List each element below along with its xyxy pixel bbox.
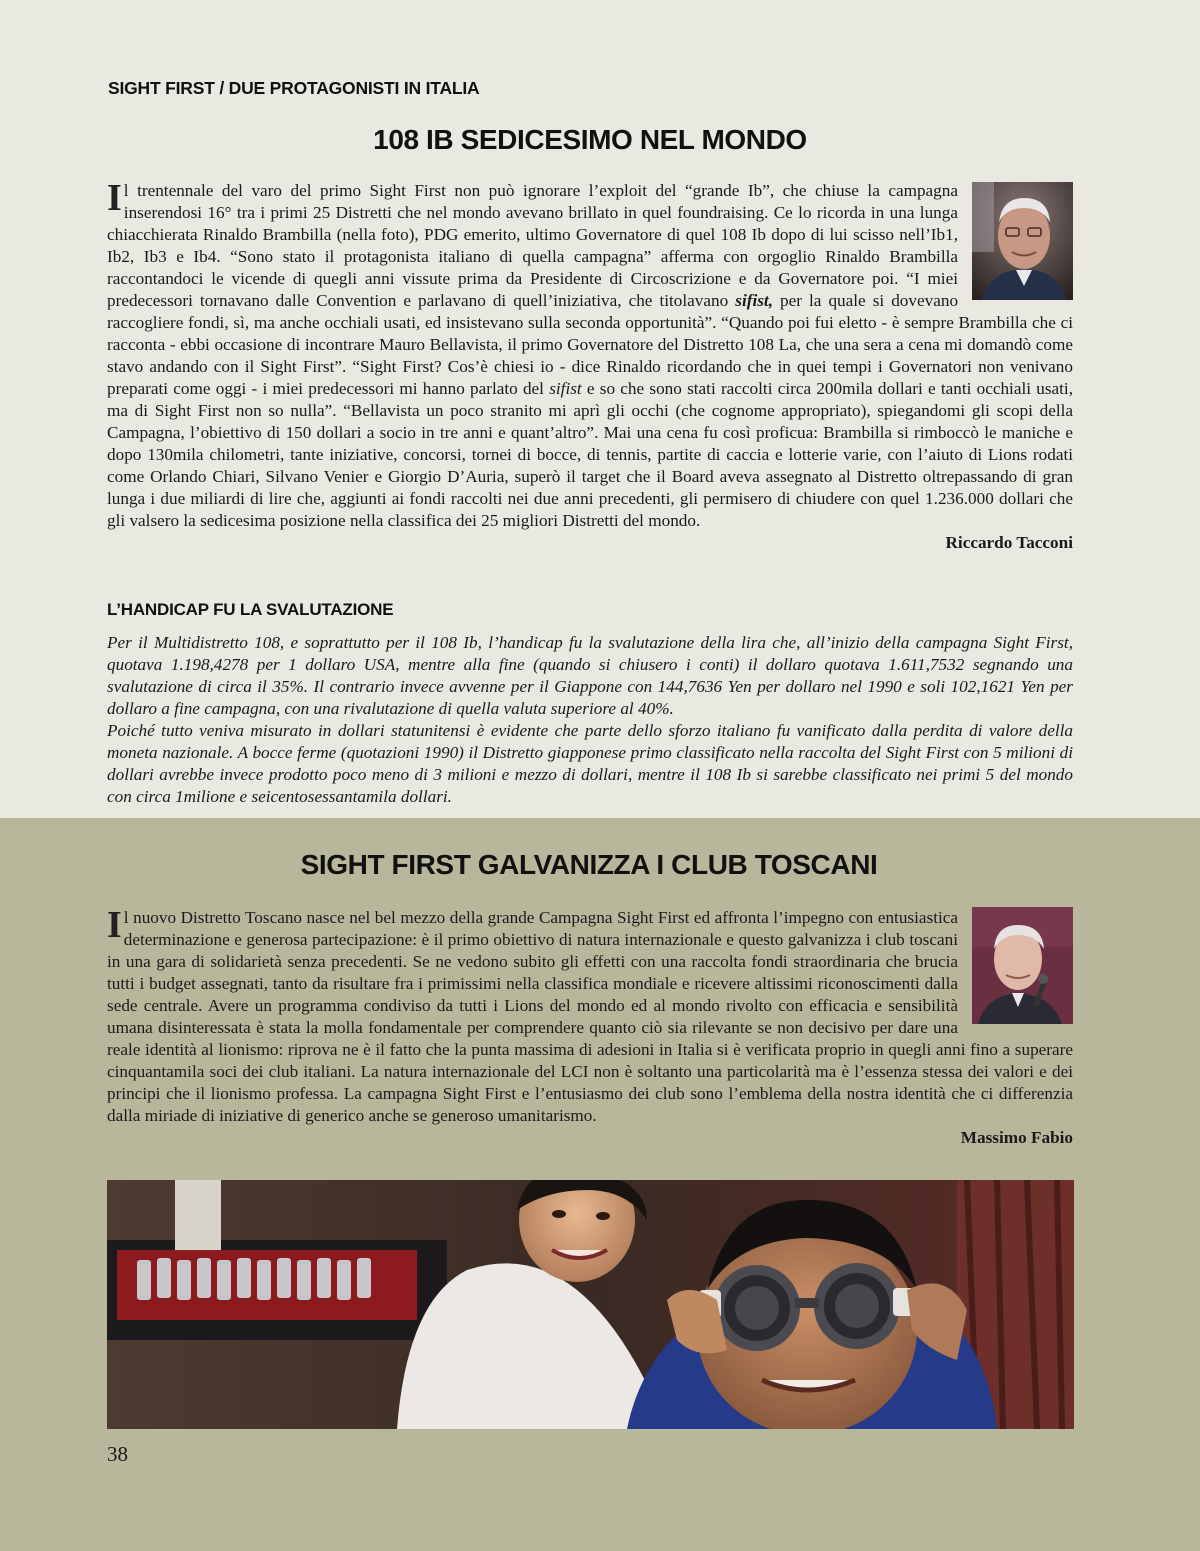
- article-body: [107, 904, 1073, 1149]
- section-kicker: SIGHT FIRST / DUE PROTAGONISTI IN ITALIA: [108, 78, 480, 98]
- dropcap: I: [107, 904, 122, 946]
- portrait-photo-image: [972, 907, 1073, 1024]
- sidebar-italic-text: [107, 632, 1073, 808]
- page-number: 38: [107, 1442, 128, 1466]
- eye-exam-photo: [107, 1180, 1074, 1429]
- article-headline: 108 IB SEDICESIMO NEL MONDO: [373, 124, 807, 155]
- italic-paragraph: Per il Multidistretto 108, e soprattutto per il 108 Ib, l’handicap fu la svalutazione della lira che, all’inizio della campagna Sight First, quotava 1.198,4278 per 1 dollaro USA, mentre alla fine (quando si chiusero i conti) il dollaro quotava 1.611,7532 segnando una svalutazione di circa il 35%. Il contrario invece avvenne per il Giappone con 144,7636 Yen per dollaro nel 1990 e soli 102,1621 Yen per dollaro a fine campagna, con una rivalutazione di quella valuta superiore al 40%.: [107, 633, 1073, 718]
- article-body-text: l nuovo Distretto Toscano nasce nel bel mezzo della grande Campagna Sight First ed affronta l’impegno con entusiastica determinazione e generosa partecipazione: è il primo obiettivo di natura internazionale e questo galvanizza i club toscani in una gara di solidarietà senza precedenti. Se ne vedono subito gli effetti con una raccolta fondi straordinaria che brucia tutti i budget assegnati, tanto da risultare fra i primissimi nella classifica mondiale e ricevere altissimi riconoscimenti dalla sede centrale. Avere un programma condiviso da tutti i Lions del mondo ed al mondo rivolto con efficacia e sensibilità umana disinteressata è stata la molla fondamentale per comprendere quanto ciò sia rilevante se non decisivo per dare una reale identità al lionismo: riprova ne è il fatto che la punta massima di adesioni in Italia si è verificata proprio in quegli anni fino a superare cinquantamila soci dei club italiani. La natura internazionale del LCI non è soltanto una particolarità ma è l’essenza stessa dei valori e dei principi che il lionismo professa. La campagna Sight First e l’entusiasmo dei club sono l’emblema della nostra identità che ci differenzia dalla miriade di iniziative di generico anche se generoso umanitarismo.: [107, 908, 1073, 1125]
- italic-term-sifist: sifist: [549, 379, 582, 398]
- portrait-photo-image: [972, 182, 1073, 300]
- dropcap: I: [107, 177, 122, 219]
- article-bottom-section: [0, 818, 1200, 1551]
- italic-term-sifist: sifist,: [735, 291, 773, 310]
- article-body-text-1: l trentennale del varo del primo Sight First non può ignorare l’exploit del “grande Ib”, che chiuse la campagna inserendosi 16° tra i primi 25 Distretti che nel mondo avevano brillato in quel foundraising. Ce lo ricorda in una lunga chiacchierata Rinaldo Brambilla (nella foto), PDG emerito, ultimo Governatore di quel 108 Ib dopo di lui scisso nell’Ib1, Ib2, Ib3 e Ib4. “Sono stato il protagonista italiano di quella campagna” afferma con orgoglio Rinaldo Brambilla raccontandoci le vicende di quegli anni vissute prima da Presidente di Circoscrizione e da Governatore poi. “I miei predecessori tornavano dalle Convention e parlavano di quell’iniziativa, che titolavano: [107, 181, 958, 310]
- eye-exam-photo-image: [107, 1180, 1074, 1429]
- article-body-text-3: e so che sono stati raccolti circa 200mila dollari e tanti occhiali usati, ma di Sight First non so nulla”. “Bellavista un poco stranito mi aprì gli occhi (che cognome appropriato), spiegandomi gli scopi della Campagna, l’obiettivo di 150 dollari a socio in tre anni e quant’altro”. Mai una cena fu così proficua: Brambilla si rimboccò le maniche e dopo 130mila chilometri, tante iniziative, concorsi, tornei di bocce, di tennis, partite di caccia e lotterie varie, con l’aiuto di Lions rodati come Orlando Chiari, Silvano Venier e Giorgio D’Auria, superò il target che il Board aveva assegnato al Distretto oltrepassando di gran lunga i due miliardi di lire che, aggiunti ai fondi raccolti nei due anni precedenti, gli permisero di chiudere con quel 1.236.000 dollari che gli valsero la sedicesima posizione nella classifica dei 25 migliori Distretti del mondo.: [107, 379, 1074, 530]
- byline: Massimo Fabio: [960, 1128, 1073, 1147]
- portrait-photo-fabio: [972, 907, 1073, 1024]
- subheading: L’HANDICAP FU LA SVALUTAZIONE: [107, 600, 394, 619]
- article-body: [107, 177, 1074, 554]
- byline: Riccardo Tacconi: [945, 533, 1073, 552]
- article-headline: SIGHT FIRST GALVANIZZA I CLUB TOSCANI: [300, 849, 878, 880]
- italic-paragraph: Poiché tutto veniva misurato in dollari statunitensi è evidente che parte dello sforzo italiano fu vanificato dalla perdita di valore della moneta nazionale. A bocce ferme (quotazioni 1990) il Distretto giapponese primo classificato nella raccolta del Sight First con 5 milioni di dollari avrebbe invece prodotto poco meno di 3 milioni e mezzo di dollari, mentre il 108 Ib si sarebbe classificato nei primi 5 del mondo con circa 1milione e seicentosessantamila dollari.: [107, 721, 1073, 806]
- article-body-text-2: per la quale si dovevano raccogliere fondi, sì, ma anche occhiali usati, ed insistevano sulla seconda opportunità”. “Quando poi fui eletto - è sempre Brambilla che ci racconta - ebbi occasione di incontrare Mauro Bellavista, il primo Governatore del Distretto 108 La, che una sera a cena mi domandò come stavo andando con il Sight First”. “Sight First? Cos’è chiesi io - dice Rinaldo ricordando che in quei tempi i Governatori non venivano preparati come oggi - i miei predecessori mi hanno parlato del: [107, 291, 1073, 398]
- portrait-photo-brambilla: [972, 182, 1073, 300]
